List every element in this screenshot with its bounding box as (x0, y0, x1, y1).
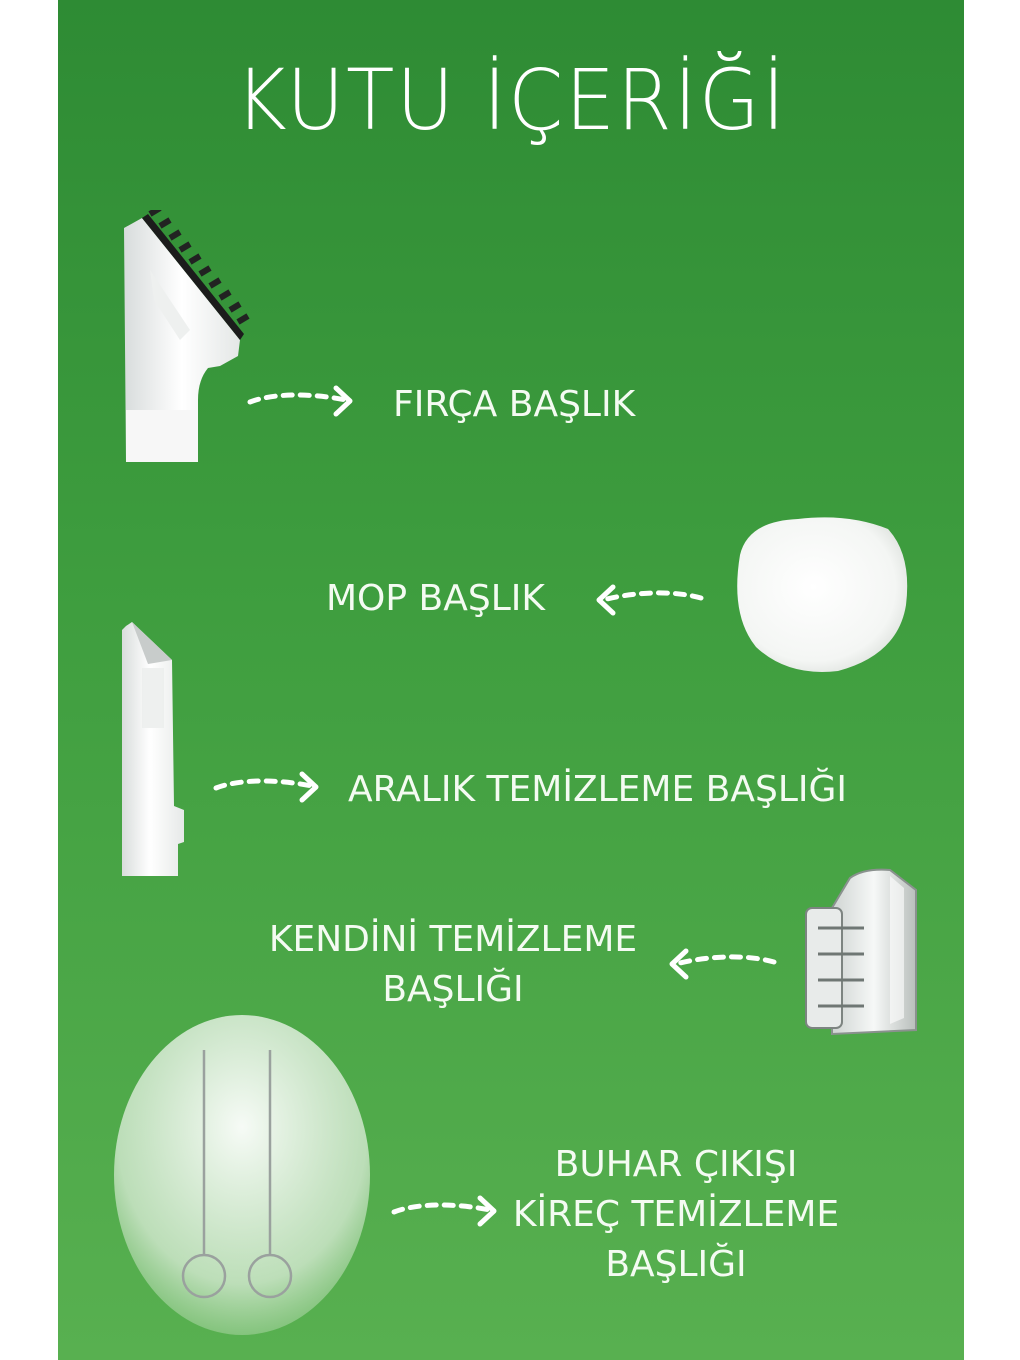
descaling-pins-icon (112, 1010, 374, 1340)
mop-pad-icon (728, 515, 913, 675)
label-line: BAŞLIĞI (605, 1244, 747, 1285)
label-line: BUHAR ÇIKIŞI (554, 1144, 798, 1185)
brush-head-icon (120, 210, 250, 470)
self-cleaning-head-icon (804, 868, 920, 1038)
label-line: KENDİNİ TEMİZLEME (268, 919, 638, 960)
label-line: BAŞLIĞI (382, 969, 524, 1010)
item-label-self-cleaning-head (253, 915, 653, 1015)
item-label-crevice-head: ARALIK TEMİZLEME BAŞLIĞI (348, 769, 848, 810)
content-poster (58, 0, 964, 1360)
page-title: KUTU İÇERİĞİ (234, 51, 788, 149)
item-label-mop-head: MOP BAŞLIK (326, 578, 546, 619)
arrow-left-icon-2 (666, 946, 778, 982)
crevice-nozzle-icon (118, 620, 198, 880)
arrow-right-icon (246, 384, 356, 420)
arrow-right-icon-2 (212, 770, 322, 806)
arrow-right-icon-3 (390, 1194, 502, 1230)
label-line: KİREÇ TEMİZLEME (512, 1194, 840, 1235)
arrow-left-icon (593, 582, 705, 618)
item-label-descaling-head (500, 1140, 852, 1290)
item-label-brush-head: FIRÇA BAŞLIK (393, 384, 636, 425)
